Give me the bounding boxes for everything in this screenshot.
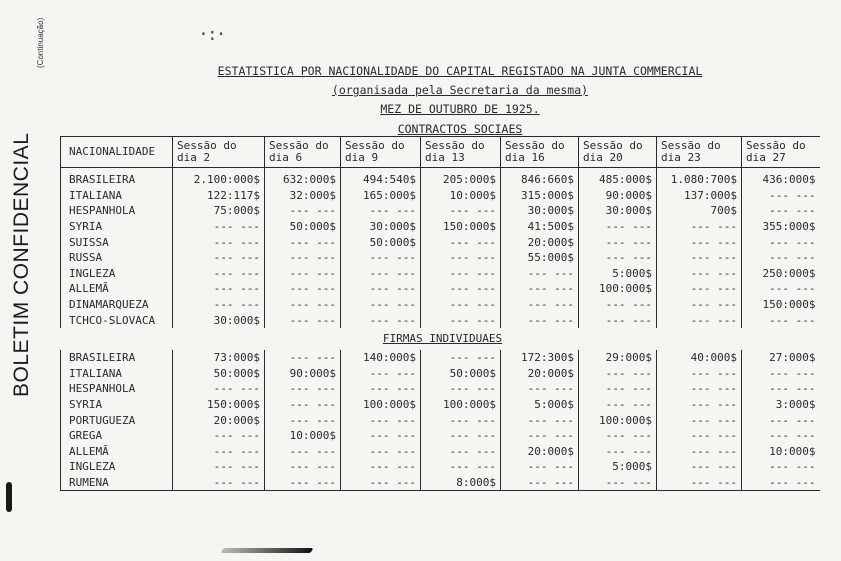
nationality-cell: INGLEZA bbox=[61, 459, 173, 475]
value-cell: 30:000$ bbox=[173, 312, 265, 328]
value-cell: --- --- bbox=[657, 428, 742, 444]
value-cell: --- --- bbox=[579, 397, 657, 413]
value-cell: --- --- bbox=[657, 312, 742, 328]
value-cell: --- --- bbox=[341, 312, 421, 328]
value-cell: --- --- bbox=[341, 297, 421, 313]
value-cell: 50:000$ bbox=[341, 234, 421, 250]
value-cell: --- --- bbox=[657, 266, 742, 282]
capital-table bbox=[60, 136, 820, 491]
value-cell: --- --- bbox=[657, 219, 742, 235]
value-cell: 29:000$ bbox=[579, 350, 657, 366]
value-cell: 73:000$ bbox=[173, 350, 265, 366]
scan-artifact bbox=[6, 482, 12, 512]
value-cell: 436:000$ bbox=[742, 168, 820, 188]
value-cell: --- --- bbox=[501, 281, 579, 297]
value-cell: --- --- bbox=[742, 412, 820, 428]
value-cell: --- --- bbox=[501, 312, 579, 328]
value-cell: 32:000$ bbox=[265, 188, 341, 204]
value-cell: --- --- bbox=[421, 459, 501, 475]
value-cell: --- --- bbox=[421, 281, 501, 297]
value-cell: --- --- bbox=[265, 397, 341, 413]
table-row bbox=[61, 168, 820, 188]
value-cell: --- --- bbox=[265, 475, 341, 491]
value-cell: --- --- bbox=[742, 234, 820, 250]
nationality-cell: BRASILEIRA bbox=[61, 350, 173, 366]
value-cell: --- --- bbox=[421, 234, 501, 250]
value-cell: --- --- bbox=[421, 312, 501, 328]
value-cell: --- --- bbox=[657, 475, 742, 491]
value-cell: --- --- bbox=[173, 281, 265, 297]
value-cell: --- --- bbox=[265, 444, 341, 460]
value-cell: 55:000$ bbox=[501, 250, 579, 266]
value-cell: --- --- bbox=[265, 459, 341, 475]
table-row bbox=[61, 412, 820, 428]
value-cell: --- --- bbox=[657, 459, 742, 475]
table-row bbox=[61, 366, 820, 382]
value-cell: 20:000$ bbox=[501, 234, 579, 250]
nationality-cell: TCHCO-SLOVACA bbox=[61, 312, 173, 328]
value-cell: --- --- bbox=[173, 475, 265, 491]
value-cell: 90:000$ bbox=[579, 188, 657, 204]
value-cell: --- --- bbox=[579, 234, 657, 250]
period-label: MEZ DE OUTUBRO DE 1925. bbox=[380, 102, 540, 116]
value-cell: --- --- bbox=[173, 428, 265, 444]
value-cell: --- --- bbox=[421, 250, 501, 266]
side-label: BOLETIM CONFIDENCIAL bbox=[10, 132, 33, 398]
nationality-cell: GREGA bbox=[61, 428, 173, 444]
value-cell: 75:000$ bbox=[173, 203, 265, 219]
value-cell: 172:300$ bbox=[501, 350, 579, 366]
nationality-cell: INGLEZA bbox=[61, 266, 173, 282]
table-header-row bbox=[61, 137, 820, 168]
value-cell: --- --- bbox=[265, 350, 341, 366]
table-row bbox=[61, 297, 820, 313]
table-row bbox=[61, 444, 820, 460]
value-cell: --- --- bbox=[173, 266, 265, 282]
value-cell: --- --- bbox=[742, 312, 820, 328]
value-cell: --- --- bbox=[421, 350, 501, 366]
value-cell: 3:000$ bbox=[742, 397, 820, 413]
value-cell: 1.080:700$ bbox=[657, 168, 742, 188]
nationality-cell: HESPANHOLA bbox=[61, 203, 173, 219]
value-cell: --- --- bbox=[421, 203, 501, 219]
value-cell: --- --- bbox=[579, 475, 657, 491]
value-cell: --- --- bbox=[341, 266, 421, 282]
session-header: Sessão do dia 20 bbox=[579, 137, 657, 168]
value-cell: --- --- bbox=[173, 297, 265, 313]
value-cell: --- --- bbox=[579, 366, 657, 382]
value-cell: --- --- bbox=[501, 266, 579, 282]
value-cell: --- --- bbox=[341, 203, 421, 219]
value-cell: --- --- bbox=[742, 188, 820, 204]
value-cell: --- --- bbox=[579, 219, 657, 235]
value-cell: 5:000$ bbox=[501, 397, 579, 413]
value-cell: 100:000$ bbox=[579, 412, 657, 428]
value-cell: --- --- bbox=[742, 428, 820, 444]
value-cell: 10:000$ bbox=[421, 188, 501, 204]
value-cell: --- --- bbox=[265, 312, 341, 328]
value-cell: 485:000$ bbox=[579, 168, 657, 188]
session-header: Sessão do dia 27 bbox=[742, 137, 820, 168]
value-cell: 250:000$ bbox=[742, 266, 820, 282]
value-cell: --- --- bbox=[579, 428, 657, 444]
nationality-cell: ITALIANA bbox=[61, 188, 173, 204]
value-cell: --- --- bbox=[657, 366, 742, 382]
value-cell: --- --- bbox=[421, 444, 501, 460]
value-cell: --- --- bbox=[657, 234, 742, 250]
value-cell: --- --- bbox=[341, 281, 421, 297]
nationality-cell: ITALIANA bbox=[61, 366, 173, 382]
value-cell: 150:000$ bbox=[421, 219, 501, 235]
value-cell: --- --- bbox=[265, 281, 341, 297]
value-cell: --- --- bbox=[421, 381, 501, 397]
value-cell: 27:000$ bbox=[742, 350, 820, 366]
value-cell: 30:000$ bbox=[341, 219, 421, 235]
nationality-cell: RUMENA bbox=[61, 475, 173, 491]
nationality-cell: RUSSA bbox=[61, 250, 173, 266]
value-cell: 205:000$ bbox=[421, 168, 501, 188]
table-row bbox=[61, 188, 820, 204]
value-cell: --- --- bbox=[173, 444, 265, 460]
value-cell: 5:000$ bbox=[579, 266, 657, 282]
session-header: Sessão do dia 13 bbox=[421, 137, 501, 168]
table-row bbox=[61, 219, 820, 235]
value-cell: 30:000$ bbox=[501, 203, 579, 219]
value-cell: --- --- bbox=[579, 297, 657, 313]
value-cell: --- --- bbox=[742, 281, 820, 297]
value-cell: 50:000$ bbox=[173, 366, 265, 382]
value-cell: 100:000$ bbox=[341, 397, 421, 413]
value-cell: 41:500$ bbox=[501, 219, 579, 235]
value-cell: --- --- bbox=[742, 366, 820, 382]
table-row bbox=[61, 350, 820, 366]
table-row bbox=[61, 266, 820, 282]
value-cell: 150:000$ bbox=[173, 397, 265, 413]
value-cell: --- --- bbox=[501, 412, 579, 428]
value-cell: --- --- bbox=[265, 266, 341, 282]
table-row bbox=[61, 203, 820, 219]
value-cell: --- --- bbox=[421, 412, 501, 428]
value-cell: --- --- bbox=[657, 444, 742, 460]
value-cell: --- --- bbox=[341, 381, 421, 397]
value-cell: 90:000$ bbox=[265, 366, 341, 382]
value-cell: --- --- bbox=[657, 281, 742, 297]
table-row bbox=[61, 397, 820, 413]
nationality-cell: HESPANHOLA bbox=[61, 381, 173, 397]
value-cell: 150:000$ bbox=[742, 297, 820, 313]
value-cell: --- --- bbox=[742, 459, 820, 475]
value-cell: --- --- bbox=[265, 203, 341, 219]
nationality-cell: ALLEMÃ bbox=[61, 281, 173, 297]
value-cell: --- --- bbox=[742, 475, 820, 491]
value-cell: --- --- bbox=[579, 312, 657, 328]
value-cell: 122:117$ bbox=[173, 188, 265, 204]
value-cell: --- --- bbox=[341, 428, 421, 444]
session-header: Sessão do dia 2 bbox=[173, 137, 265, 168]
value-cell: 20:000$ bbox=[501, 366, 579, 382]
session-header: Sessão do dia 16 bbox=[501, 137, 579, 168]
value-cell: 700$ bbox=[657, 203, 742, 219]
value-cell: --- --- bbox=[421, 266, 501, 282]
value-cell: 20:000$ bbox=[173, 412, 265, 428]
value-cell: --- --- bbox=[265, 381, 341, 397]
nationality-cell: ALLEMÃ bbox=[61, 444, 173, 460]
value-cell: --- --- bbox=[173, 234, 265, 250]
value-cell: --- --- bbox=[657, 397, 742, 413]
table-row bbox=[61, 459, 820, 475]
value-cell: 315:000$ bbox=[501, 188, 579, 204]
value-cell: --- --- bbox=[173, 219, 265, 235]
value-cell: --- --- bbox=[657, 250, 742, 266]
value-cell: --- --- bbox=[265, 412, 341, 428]
table-row bbox=[61, 428, 820, 444]
value-cell: --- --- bbox=[742, 381, 820, 397]
nationality-cell: DINAMARQUEZA bbox=[61, 297, 173, 313]
value-cell: 10:000$ bbox=[265, 428, 341, 444]
value-cell: 355:000$ bbox=[742, 219, 820, 235]
value-cell: --- --- bbox=[657, 412, 742, 428]
ink-blot: ·:· bbox=[198, 24, 225, 45]
nationality-cell: SYRIA bbox=[61, 219, 173, 235]
value-cell: 40:000$ bbox=[657, 350, 742, 366]
table-row bbox=[61, 281, 820, 297]
section-firmas-heading: FIRMAS INDIVIDUAES bbox=[382, 332, 503, 346]
value-cell: 137:000$ bbox=[657, 188, 742, 204]
value-cell: --- --- bbox=[501, 381, 579, 397]
table-row bbox=[61, 475, 820, 491]
value-cell: 30:000$ bbox=[579, 203, 657, 219]
value-cell: --- --- bbox=[501, 297, 579, 313]
value-cell: --- --- bbox=[657, 297, 742, 313]
value-cell: 10:000$ bbox=[742, 444, 820, 460]
value-cell: 100:000$ bbox=[421, 397, 501, 413]
nationality-cell: PORTUGUEZA bbox=[61, 412, 173, 428]
section-row bbox=[61, 328, 820, 350]
value-cell: --- --- bbox=[657, 381, 742, 397]
session-header: Sessão do dia 23 bbox=[657, 137, 742, 168]
value-cell: --- --- bbox=[341, 250, 421, 266]
value-cell: 494:540$ bbox=[341, 168, 421, 188]
continuation-note: (Continuação) bbox=[36, 17, 45, 68]
value-cell: --- --- bbox=[501, 459, 579, 475]
value-cell: 50:000$ bbox=[421, 366, 501, 382]
table-row bbox=[61, 234, 820, 250]
value-cell: --- --- bbox=[579, 381, 657, 397]
session-header: Sessão do dia 6 bbox=[265, 137, 341, 168]
value-cell: 50:000$ bbox=[265, 219, 341, 235]
value-cell: --- --- bbox=[173, 459, 265, 475]
session-header: Sessão do dia 9 bbox=[341, 137, 421, 168]
value-cell: 846:660$ bbox=[501, 168, 579, 188]
value-cell: --- --- bbox=[341, 459, 421, 475]
value-cell: 100:000$ bbox=[579, 281, 657, 297]
nationality-cell: SYRIA bbox=[61, 397, 173, 413]
value-cell: 5:000$ bbox=[579, 459, 657, 475]
value-cell: 632:000$ bbox=[265, 168, 341, 188]
value-cell: --- --- bbox=[501, 428, 579, 444]
value-cell: --- --- bbox=[265, 250, 341, 266]
value-cell: --- --- bbox=[173, 381, 265, 397]
table-row bbox=[61, 250, 820, 266]
value-cell: --- --- bbox=[579, 250, 657, 266]
value-cell: --- --- bbox=[501, 475, 579, 491]
value-cell: --- --- bbox=[579, 444, 657, 460]
value-cell: 8:000$ bbox=[421, 475, 501, 491]
value-cell: --- --- bbox=[341, 412, 421, 428]
document-subtitle: (organisada pela Secretaria da mesma) bbox=[331, 83, 589, 97]
section-contractos-heading: CONTRACTOS SOCIAES bbox=[397, 122, 523, 136]
value-cell: --- --- bbox=[421, 297, 501, 313]
value-cell: --- --- bbox=[341, 366, 421, 382]
value-cell: --- --- bbox=[265, 234, 341, 250]
value-cell: --- --- bbox=[742, 203, 820, 219]
value-cell: --- --- bbox=[421, 428, 501, 444]
value-cell: --- --- bbox=[742, 250, 820, 266]
table-row bbox=[61, 312, 820, 328]
value-cell: --- --- bbox=[173, 250, 265, 266]
document-title: ESTATISTICA POR NACIONALIDADE DO CAPITAL REGISTADO NA JUNTA COMMERCIAL bbox=[217, 64, 703, 78]
value-cell: --- --- bbox=[341, 475, 421, 491]
nationality-header: NACIONALIDADE bbox=[61, 137, 173, 168]
scan-artifact bbox=[221, 548, 314, 553]
nationality-cell: SUISSA bbox=[61, 234, 173, 250]
nationality-cell: BRASILEIRA bbox=[61, 168, 173, 188]
value-cell: --- --- bbox=[265, 297, 341, 313]
table-row bbox=[61, 381, 820, 397]
value-cell: 140:000$ bbox=[341, 350, 421, 366]
value-cell: 2.100:000$ bbox=[173, 168, 265, 188]
value-cell: 165:000$ bbox=[341, 188, 421, 204]
value-cell: --- --- bbox=[341, 444, 421, 460]
value-cell: 20:000$ bbox=[501, 444, 579, 460]
